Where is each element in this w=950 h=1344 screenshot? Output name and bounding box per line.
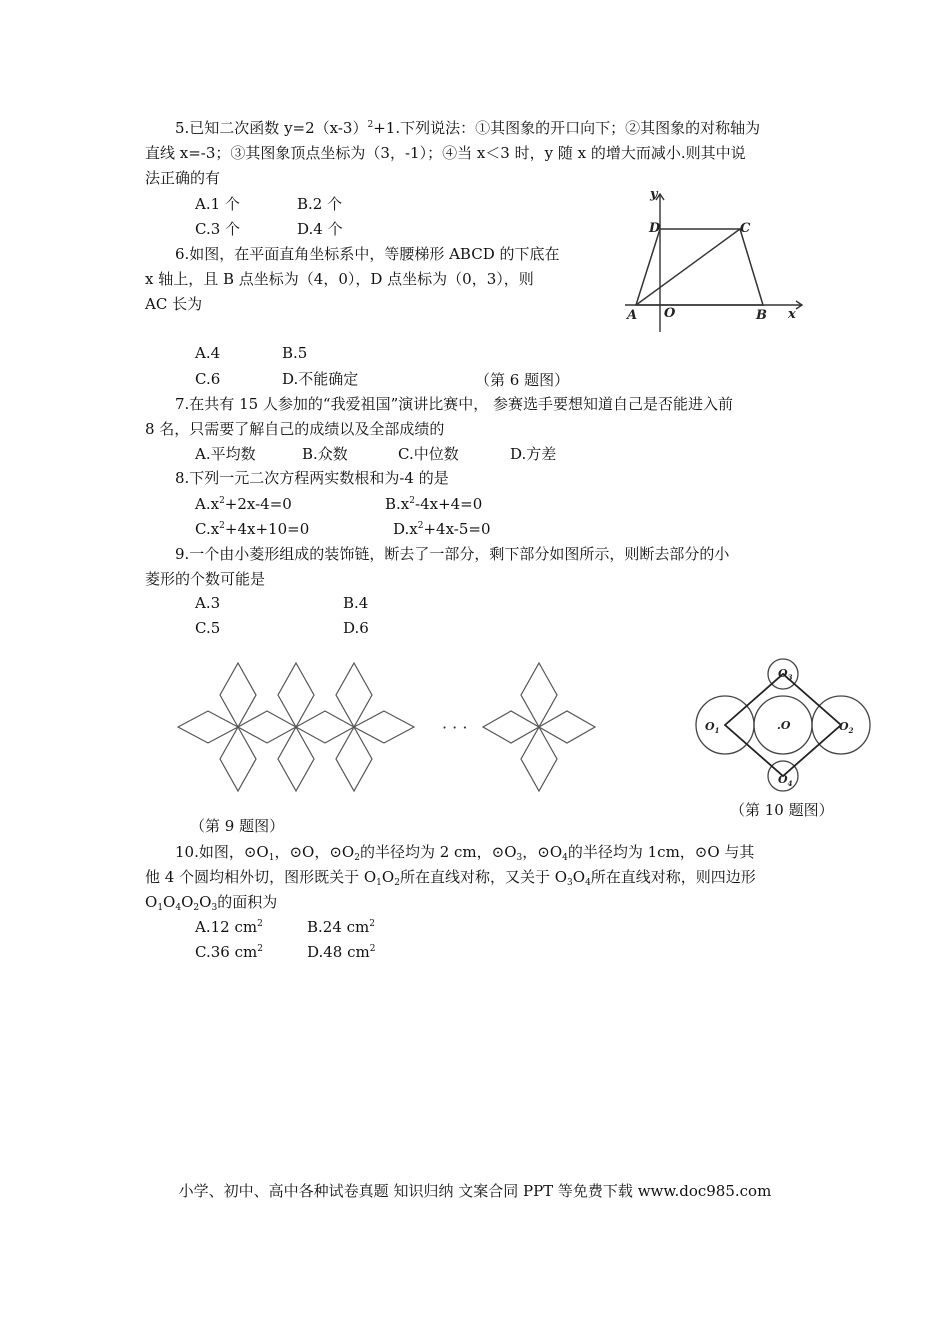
label-o3: $O_3$ [778, 667, 793, 682]
q8-option-b [385, 494, 482, 514]
q6-option-a: A.4 [195, 344, 221, 362]
q5-option-c: C.3 个 [195, 220, 241, 238]
label-a: A [627, 308, 638, 323]
q10-l3-p8: 的面积为 [217, 893, 278, 911]
q10-b-sup: 2 [369, 919, 376, 929]
q8-b-pre: B.x [385, 495, 410, 513]
q5-line1-text: 5.已知二次函数 y=2（x-3） [175, 119, 368, 137]
q9-line1: 9.一个由小菱形组成的装饰链，断去了一部分，剩下部分如图所示，则断去部分的小 [175, 545, 730, 563]
q6-option-c: C.6 [195, 370, 221, 388]
q10-l2-p8: 所在直线对称，则四边形 [590, 868, 756, 886]
rhombus-left-2 [483, 711, 539, 743]
q10-l1-sub4: 4 [562, 853, 568, 863]
q10-l1-p2: ，⊙O，⊙O [274, 843, 355, 861]
q6-option-d: D.不能确定 [282, 370, 359, 388]
rhombus-upper-1 [220, 663, 256, 727]
q5-line1 [175, 118, 760, 138]
q10-l2-p0: 他 4 个圆均相外切，图形既关于 O [145, 868, 377, 886]
q9-option-b: B.4 [343, 594, 369, 612]
q5-superscript: 2 [367, 120, 374, 130]
q7-line2: 8 名，只需要了解自己的成绩以及全部成绩的 [145, 420, 445, 438]
rhombus-right-2 [539, 711, 595, 743]
q10-circles-figure [693, 655, 873, 795]
q10-l1-p0: 10.如图，⊙O [175, 843, 269, 861]
q10-l1-p8: 的半径均为 1cm，⊙O 与其 [567, 843, 755, 861]
q10-b-pre: B.24 cm [307, 918, 370, 936]
rhombus-lower-2 [278, 727, 314, 791]
q8-option-a [195, 494, 292, 514]
q6-line3: AC 长为 [145, 295, 203, 313]
q10-line3 [145, 892, 277, 912]
q6-line1: 6.如图，在平面直角坐标系中，等腰梯形 ABCD 的下底在 [175, 245, 560, 263]
label-b: B [756, 308, 767, 323]
label-c: C [740, 221, 751, 236]
q9-line2: 菱形的个数可能是 [145, 570, 266, 588]
q6-option-b: B.5 [282, 344, 308, 362]
rhombus-left-1 [178, 711, 238, 743]
q10-line1 [175, 842, 754, 862]
q9-option-c: C.5 [195, 619, 221, 637]
q8-option-d [393, 519, 491, 539]
q5-line1-tail: +1.下列说法：①其图象的开口向下；②其图象的对称轴为 [373, 119, 761, 137]
q10-l2-p2: O [381, 868, 395, 886]
rhombus-upper-3 [336, 663, 372, 727]
q10-l2-sub4: 4 [585, 878, 591, 888]
q8-option-c [195, 519, 309, 539]
rhombus-lower-4 [521, 727, 557, 791]
q10-l2-sub2: 2 [394, 878, 400, 888]
q10-l1-sub3: 3 [516, 853, 523, 863]
q10-l1-p6: ，⊙O [522, 843, 563, 861]
q10-l3-sub1: 1 [157, 903, 164, 913]
q5-option-b: B.2 个 [297, 195, 343, 213]
rhombus-lower-1 [220, 727, 256, 791]
q7-option-b: B.众数 [302, 445, 348, 463]
q9-rhombus-chain-figure [170, 655, 620, 795]
label-o: O [664, 306, 676, 321]
rhombus-upper-4 [521, 663, 557, 727]
q7-option-a: A.平均数 [195, 445, 256, 463]
q10-l2-p6: O [572, 868, 586, 886]
rhombus-right-1 [354, 711, 414, 743]
q5-line3: 法正确的有 [145, 169, 221, 187]
q9-option-d: D.6 [343, 619, 369, 637]
q8-b-post: -4x+4=0 [415, 495, 483, 513]
q8-d-sup: 2 [417, 521, 424, 531]
segment-ac [636, 229, 740, 305]
q9-option-a: A.3 [195, 594, 221, 612]
q8-b-sup: 2 [409, 496, 415, 506]
q10-option-d [307, 942, 375, 962]
q8-c-sup: 2 [219, 521, 225, 531]
q9-caption: （第 9 题图） [190, 817, 285, 835]
q10-option-c [195, 942, 263, 962]
q8-a-sup: 2 [219, 496, 225, 506]
trapezoid-abcd [636, 229, 763, 305]
q6-caption: （第 6 题图） [475, 371, 570, 389]
rhombus-mid-1 [238, 711, 296, 743]
q10-a-pre: A.12 cm [195, 918, 258, 936]
q7-option-d: D.方差 [510, 445, 557, 463]
q8-a-post: +2x-4=0 [224, 495, 292, 513]
q8-d-post: +4x-5=0 [423, 520, 491, 538]
q10-l3-sub3: 2 [193, 903, 200, 913]
q10-l1-sub1: 1 [268, 853, 275, 863]
q8-c-post: +4x+10=0 [224, 520, 310, 538]
q10-line2 [145, 867, 756, 887]
q6-trapezoid-figure [620, 182, 810, 337]
q10-option-b [307, 917, 375, 937]
q10-caption: （第 10 题图） [730, 801, 834, 819]
q10-l3-sub4: 3 [211, 903, 218, 913]
q10-l3-sub2: 4 [175, 903, 182, 913]
q10-d-pre: D.48 cm [307, 943, 370, 961]
q10-a-sup: 2 [257, 919, 263, 929]
q10-l2-sub3: 3 [567, 878, 573, 888]
q10-l3-p6: O [199, 893, 212, 911]
q10-c-sup: 2 [257, 944, 263, 954]
q10-l3-p0: O [145, 893, 158, 911]
q8-c-pre: C.x [195, 520, 220, 538]
rhombus-lower-3 [336, 727, 372, 791]
q8-line1: 8.下列一元二次方程两实数根和为-4 的是 [175, 469, 449, 487]
page-footer: 小学、初中、高中各种试卷真题 知识归纳 文案合同 PPT 等免费下载 www.doc985.com [178, 1182, 772, 1200]
label-x: x [788, 307, 796, 322]
q5-option-d: D.4 个 [297, 220, 343, 238]
q10-l1-sub2: 2 [354, 853, 360, 863]
q7-line1: 7.在共有 15 人参加的“我爱祖国”演讲比赛中， 参赛选手要想知道自己是否能进入前 [175, 395, 734, 413]
q10-l2-p4: 所在直线对称，又关于 O [399, 868, 568, 886]
q10-l2-sub1: 1 [376, 878, 382, 888]
q8-d-pre: D.x [393, 520, 418, 538]
rhombus-upper-2 [278, 663, 314, 727]
label-o-center: .O [777, 719, 791, 732]
q10-option-a [195, 917, 263, 937]
q10-l3-p2: O [163, 893, 176, 911]
label-o4: $O_4$ [778, 773, 793, 788]
label-o2: $O_2$ [839, 720, 854, 735]
q10-c-pre: C.36 cm [195, 943, 258, 961]
q10-l3-p4: O [181, 893, 194, 911]
q7-option-c: C.中位数 [398, 445, 459, 463]
label-o1: $O_1$ [705, 720, 720, 735]
q10-d-sup: 2 [369, 944, 376, 954]
label-y: y [650, 187, 658, 202]
rhombus-mid-2 [296, 711, 354, 743]
q5-line2: 直线 x=-3；③其图象顶点坐标为（3，-1）；④当 x＜3 时，y 随 x 的增大而减小.则其中说 [145, 144, 746, 162]
q5-option-a: A.1 个 [195, 195, 240, 213]
q8-a-pre: A.x [195, 495, 220, 513]
label-d: D [649, 221, 661, 236]
q6-line2: x 轴上，且 B 点坐标为（4，0），D 点坐标为（0，3），则 [145, 270, 534, 288]
ellipsis-dots: · · · [442, 718, 468, 737]
q10-l1-p4: 的半径均为 2 cm，⊙O [359, 843, 517, 861]
